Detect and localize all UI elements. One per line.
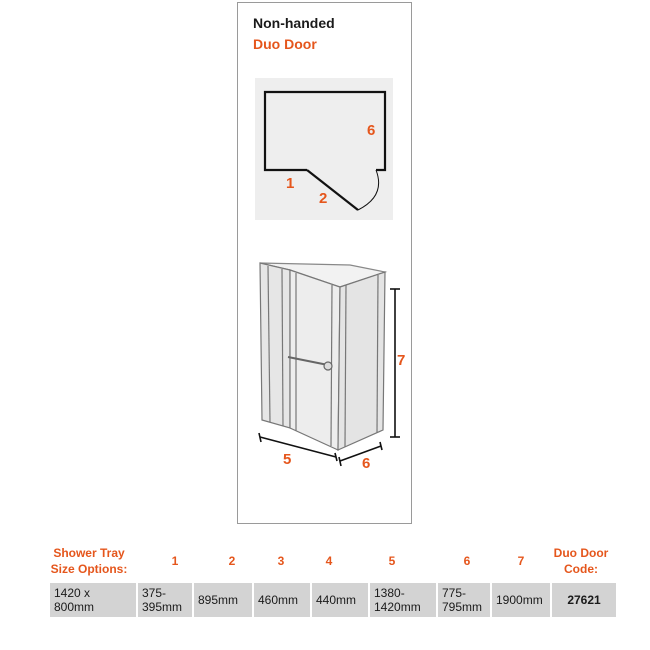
header-col-1: 1 — [171, 554, 179, 568]
cell-col-2: 895mm — [194, 583, 252, 617]
door-style-subtitle: Duo Door — [253, 36, 317, 52]
header-col-2: 2 — [228, 554, 236, 568]
header-col-6: 6 — [463, 554, 471, 568]
door-type-title: Non-handed — [253, 15, 335, 31]
cell-tray-size: 1420 x 800mm — [50, 583, 136, 617]
header-col-5: 5 — [388, 554, 396, 568]
header-col-3: 3 — [277, 554, 285, 568]
cell-col-3: 460mm — [254, 583, 310, 617]
cell-door-code: 27621 — [552, 583, 616, 617]
plan-label-2: 2 — [319, 190, 328, 207]
cell-col-7: 1900mm — [492, 583, 550, 617]
dimension-label-6: 6 — [362, 455, 371, 472]
plan-label-1: 1 — [286, 175, 295, 192]
header-col-7: 7 — [517, 554, 525, 568]
cell-col-5: 1380- 1420mm — [370, 583, 436, 617]
plan-label-6: 6 — [367, 122, 376, 139]
header-col-4: 4 — [325, 554, 333, 568]
header-tray-size: Shower Tray Size Options: — [50, 546, 128, 576]
cell-col-1: 375- 395mm — [138, 583, 192, 617]
header-code: Duo Door Code: — [553, 546, 609, 576]
enclosure-3d-drawing — [260, 263, 385, 450]
cell-col-4: 440mm — [312, 583, 368, 617]
dimension-label-5: 5 — [283, 451, 292, 468]
dimension-label-7: 7 — [397, 352, 406, 369]
cell-col-6: 775- 795mm — [438, 583, 490, 617]
